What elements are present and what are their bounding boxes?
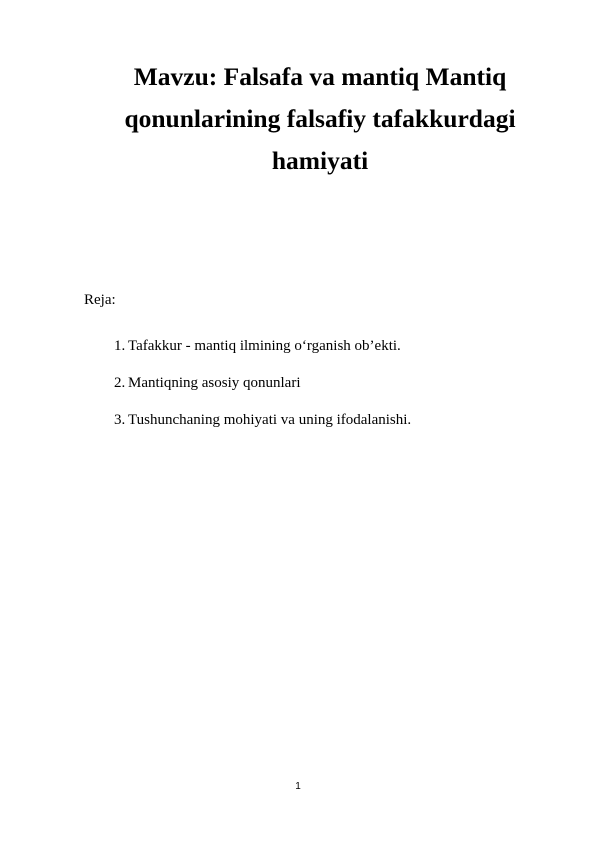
- plan-label: Reja:: [84, 292, 116, 308]
- list-item-number: 2.: [114, 375, 126, 391]
- list-item: [114, 374, 411, 392]
- list-item: [114, 411, 411, 429]
- document-title: [95, 56, 545, 182]
- page-number: 1: [295, 781, 301, 792]
- title-line-2: qonunlarining falsafiy tafakkurdagi: [124, 104, 516, 133]
- list-item-text: Tafakkur - mantiq ilmining o‘rganish ob’ekti.: [128, 338, 401, 354]
- list-item-number: 1.: [114, 338, 126, 354]
- plan-list: [114, 337, 411, 448]
- title-line-1: Mavzu: Falsafa va mantiq Mantiq: [133, 62, 507, 91]
- list-item-text: Tushunchaning mohiyati va uning ifodalanishi.: [128, 412, 412, 428]
- list-item: [114, 337, 411, 355]
- title-line-3: hamiyati: [271, 146, 369, 175]
- list-item-text: Mantiqning asosiy qonunlari: [128, 375, 301, 391]
- list-item-number: 3.: [114, 412, 126, 428]
